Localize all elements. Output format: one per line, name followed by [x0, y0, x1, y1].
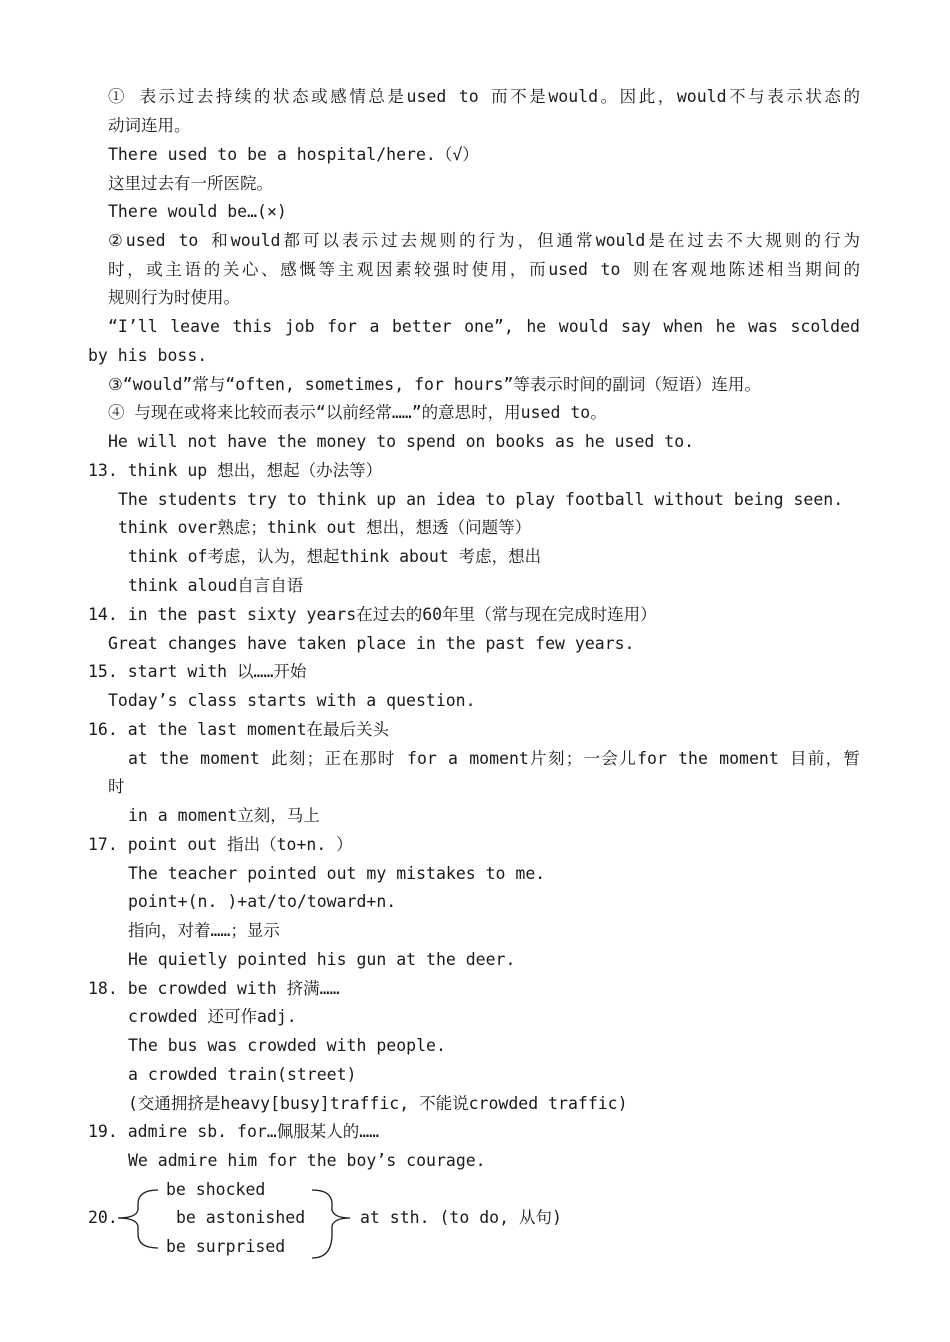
text-line: He will not have the money to spend on books as he used to. — [108, 432, 695, 451]
text-line: 时 — [108, 777, 125, 796]
text-line: 14. in the past sixty years在过去的60年里（常与现在完成时连用） — [88, 605, 657, 624]
text-line: There would be…(×) — [108, 202, 287, 221]
left-brace-icon — [118, 1190, 158, 1248]
text-line: There used to be a hospital/here.（√） — [108, 145, 479, 164]
text-line: The teacher pointed out my mistakes to me. — [128, 864, 546, 883]
text-line: ① 表示过去持续的状态或感情总是used to 而不是would。因此，would不与表示状态的 — [108, 87, 860, 106]
text-line: crowded 还可作adj. — [128, 1007, 297, 1026]
text-line: by his boss. — [88, 346, 208, 365]
text-line: We admire him for the boy’s courage. — [128, 1151, 486, 1170]
text-line: Today’s class starts with a question. — [108, 691, 476, 710]
item-20-option: be astonished — [176, 1208, 306, 1227]
text-line: 15. start with 以……开始 — [88, 662, 307, 681]
text-line: a crowded train(street) — [128, 1065, 357, 1084]
text-line: “I’ll leave this job for a better one”, he would say when he was scolded — [108, 317, 860, 336]
item-20-option: be surprised — [166, 1237, 286, 1256]
text-line: in a moment立刻，马上 — [128, 806, 320, 825]
text-line: think over熟虑；think out 想出，想透（问题等） — [118, 518, 532, 537]
text-line: 13. think up 想出，想起（办法等） — [88, 461, 383, 480]
item-20-tail: at sth. (to do, 从句) — [360, 1208, 562, 1227]
item-20-number: 20. — [88, 1208, 118, 1227]
text-line: He quietly pointed his gun at the deer. — [128, 950, 516, 969]
text-line: at the moment 此刻；正在那时 for a moment片刻；一会儿for the moment 目前，暂 — [128, 749, 860, 768]
text-line: think of考虑，认为，想起think about 考虑，想出 — [128, 547, 542, 566]
text-line: 17. point out 指出（to+n. ） — [88, 835, 353, 854]
text-line: ③“would”常与“often, sometimes, for hours”等表示时间的副词（短语）连用。 — [108, 375, 761, 394]
text-line: 动词连用。 — [108, 116, 191, 135]
item-20-brace-group — [88, 1180, 588, 1260]
text-line: 时，或主语的关心、感慨等主观因素较强时使用，而used to 则在客观地陈述相当期间的 — [108, 260, 860, 279]
text-line: (交通拥挤是heavy[busy]traffic, 不能说crowded traffic) — [128, 1094, 628, 1113]
text-line: 19. admire sb. for…佩服某人的…… — [88, 1122, 380, 1141]
text-line: point+(n. )+at/to/toward+n. — [128, 892, 397, 911]
text-line: ④ 与现在或将来比较而表示“以前经常……”的意思时，用used to。 — [108, 403, 607, 422]
item-20-option: be shocked — [166, 1180, 266, 1199]
right-brace-icon — [312, 1190, 350, 1258]
text-line: 16. at the last moment在最后关头 — [88, 720, 390, 739]
text-line: Great changes have taken place in the past few years. — [108, 634, 635, 653]
text-line: The bus was crowded with people. — [128, 1036, 446, 1055]
text-line: 指向，对着……；显示 — [128, 921, 280, 940]
text-line: ②used to 和would都可以表示过去规则的行为，但通常would是在过去不大规则的行为 — [108, 231, 860, 250]
text-line: 规则行为时使用。 — [108, 288, 240, 307]
text-line: 这里过去有一所医院。 — [108, 174, 273, 193]
text-line: 18. be crowded with 挤满…… — [88, 979, 340, 998]
text-line: The students try to think up an idea to play football without being seen. — [118, 490, 844, 509]
text-line: think aloud自言自语 — [128, 576, 304, 595]
